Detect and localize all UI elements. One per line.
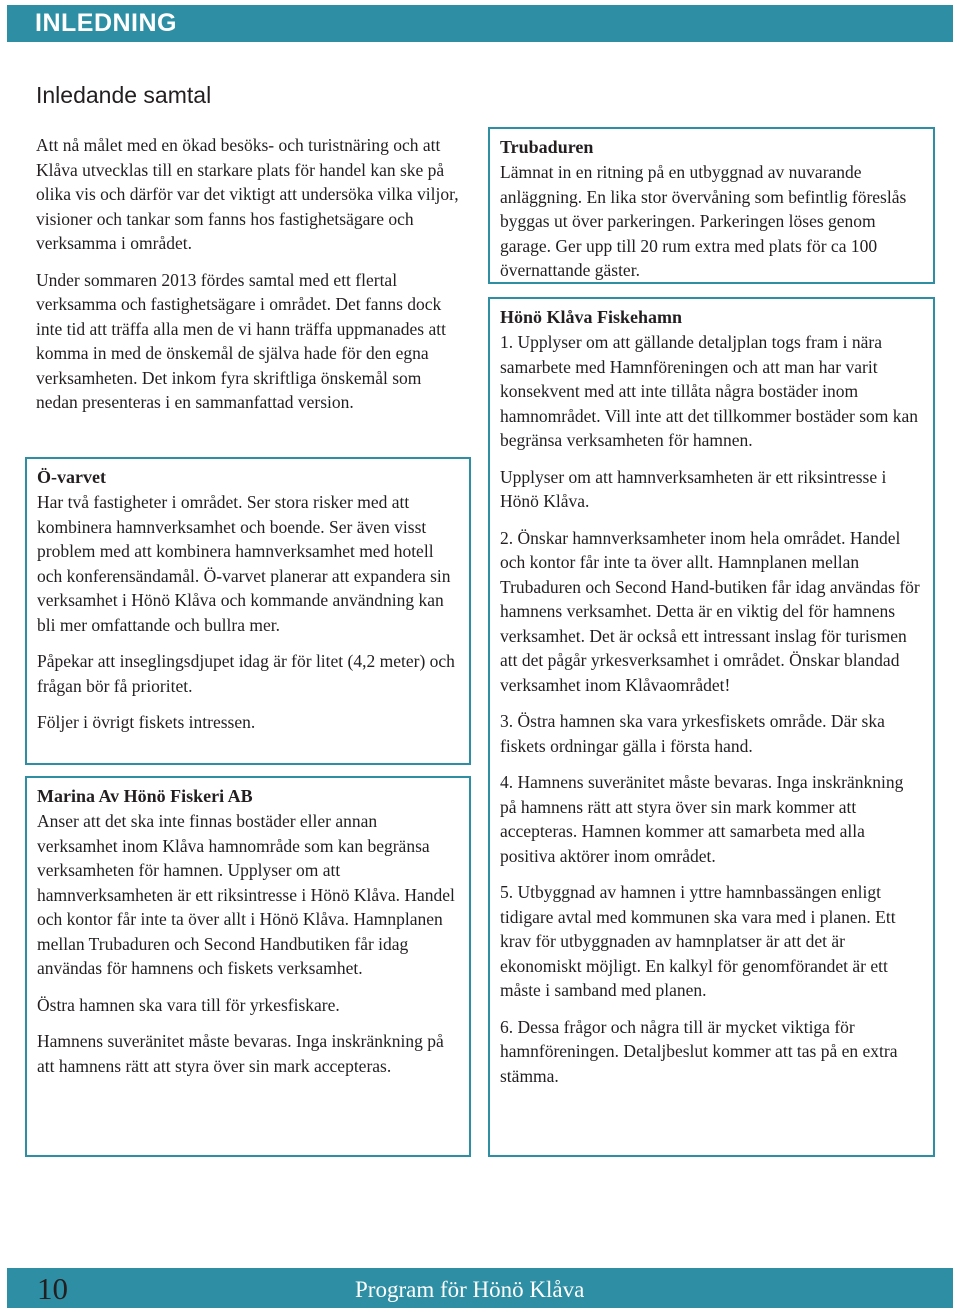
marina-paragraph-2: Östra hamnen ska vara till för yrkesfiskare. bbox=[37, 994, 340, 1015]
fiskehamn-paragraph-6: 5. Utbyggnad av hamnen i yttre hamnbassängen enligt tidigare avtal med kommunen ska vara med i planen. Ett krav för utbyggnaden av hamnplatser är att det är ekonomiskt möjligt. En kalkyl för genomförandet är ett måste i samband med planen. bbox=[500, 882, 896, 1000]
ovarvet-paragraph-2: Påpekar att inseglingsdjupet idag är för litet (4,2 meter) och frågan bör få prioritet. bbox=[37, 651, 455, 696]
ovarvet-paragraph-3: Följer i övrigt fiskets intressen. bbox=[37, 712, 256, 732]
chapter-title: INLEDNING bbox=[35, 9, 177, 37]
box-trubaduren bbox=[488, 127, 935, 284]
intro-text bbox=[36, 133, 466, 415]
intro-paragraph-2: Under sommaren 2013 fördes samtal med ett flertal verksamma och fastighetsägare i området. Det fanns dock inte tid att träffa alla men de vi hann träffa uppmanades att komma in med de önskemål de själva hade för den egna verksamheten. Det inkom fyra skriftliga önskemål som nedan presenteras i en sammanfattad version. bbox=[36, 269, 446, 412]
box-trubaduren-title: Trubaduren bbox=[500, 137, 594, 157]
fiskehamn-paragraph-2: Upplyser om att hamnverksamheten är ett riksintresse i Hönö Klåva. bbox=[500, 466, 887, 511]
header-bar bbox=[7, 5, 953, 42]
box-ovarvet bbox=[25, 457, 471, 765]
fiskehamn-paragraph-1: 1. Upplyser om att gällande detaljplan togs fram i nära samarbete med Hamnföreningen och att man har varit konsekvent med att inte tillåta några bostäder inom hamnområdet. Vill inte att det tillkommer bostäder som kan begränsa verksamheten för hamnen. bbox=[500, 332, 919, 450]
trubaduren-paragraph-1: Lämnat in en ritning på en utbyggnad av nuvarande anläggning. En lika stor övervåning som befintlig föreslås byggas ut över parkeringen. Parkeringen löses genom garage. Ger upp till 20 rum extra med plats för ca 100 övernattande gäster. bbox=[500, 162, 907, 280]
box-marina-title: Marina Av Hönö Fiskeri AB bbox=[37, 786, 253, 806]
fiskehamn-paragraph-4: 3. Östra hamnen ska vara yrkesfiskets område. Där ska fiskets ordningar gälla i första hand. bbox=[500, 711, 885, 756]
marina-paragraph-3: Hamnens suveränitet måste bevaras. Inga inskränkning på att hamnens rätt att styra över sin mark accepteras. bbox=[37, 1031, 444, 1076]
box-fiskehamn bbox=[488, 297, 935, 1157]
fiskehamn-paragraph-7: 6. Dessa frågor och några till är mycket viktiga för hamnföreningen. Detaljbeslut kommer att tas på en extra stämma. bbox=[500, 1016, 898, 1086]
section-title: Inledande samtal bbox=[36, 82, 212, 108]
box-marina bbox=[25, 776, 471, 1157]
intro-paragraph-1: Att nå målet med en ökad besöks- och turistnäring och att Klåva utvecklas till en starkare plats för handel kan ske på olika vis och därför var det viktigt att undersöka vilka viljor, visioner och tankar som fanns hos fastighetsägare och verksamma i området. bbox=[36, 135, 459, 253]
box-fiskehamn-title: Hönö Klåva Fiskehamn bbox=[500, 307, 683, 327]
fiskehamn-paragraph-5: 4. Hamnens suveränitet måste bevaras. Inga inskränkning på hamnens rätt att styra över sin mark kommer att accepteras. Hamnen kommer att samarbeta med alla positiva aktörer inom området. bbox=[500, 772, 904, 866]
page-number: 10 bbox=[37, 1271, 68, 1306]
footer-title: Program för Hönö Klåva bbox=[355, 1277, 585, 1302]
ovarvet-paragraph-1: Har två fastigheter i området. Ser stora risker med att kombinera hamnverksamhet och boende. Ser även visst problem med att kombinera hamnverksamhet med hotell och konferensändamål. Ö-varvet planerar att expandera sin verksamhet i Hönö Klåva och kommande användning kan bli mer omfattande och bullra mer. bbox=[37, 492, 451, 635]
marina-paragraph-1: Anser att det ska inte finnas bostäder eller annan verksamhet inom Klåva hamnområde som kan begränsa verksamheten för hamnen. Upplyser om att hamnverksamheten är ett riksintresse i Hönö Klåva. Handel och kontor får inte ta över allt i Hönö Klåva. Hamnplanen mellan Trubaduren och Second Handbutiken får idag användas för hamnens och fiskets verksamhet. bbox=[37, 811, 455, 978]
box-ovarvet-title: Ö-varvet bbox=[37, 467, 106, 487]
fiskehamn-paragraph-3: 2. Önskar hamnverksamheter inom hela området. Handel och kontor får inte ta över allt. Hamnplanen mellan Trubaduren och Second Hand-butiken får idag användas för hamnens verksamhet. Detta är en viktig del för hamnens verksamhet. Det är också ett intressant inslag för turismen att det pågår yrkesverksamhet i området. Önskar blandad verksamhet inom Klåvaområdet! bbox=[500, 527, 920, 695]
footer-bar bbox=[7, 1268, 953, 1308]
